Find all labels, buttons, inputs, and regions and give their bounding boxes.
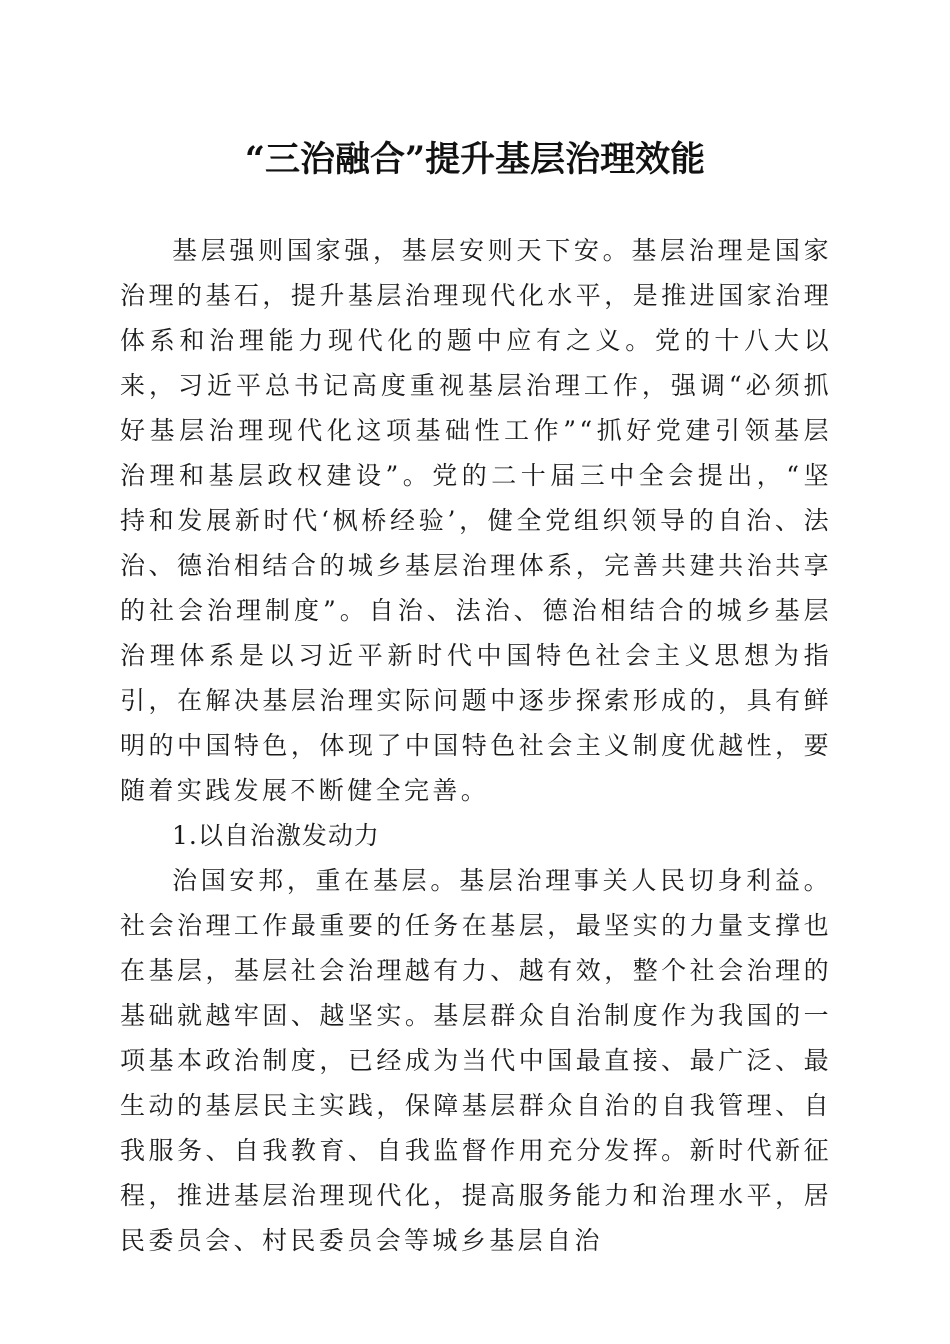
intro-paragraph: 基层强则国家强，基层安则天下安。基层治理是国家治理的基石，提升基层治理现代化水平，是推进国家治理体系和治理能力现代化的题中应有之义。党的十八大以来，习近平总书记高度重视基层治理工作，强调“必须抓好基层治理现代化这项基础性工作”“抓好党建引领基层治理和基层政权建设”。党的二十届三中全会提出，“坚持和发展新时代‘枫桥经验’，健全党组织领导的自治、法治、德治相结合的城乡基层治理体系，完善共建共治共享的社会治理制度”。自治、法治、德治相结合的城乡基层治理体系是以习近平新时代中国特色社会主义思想为指引，在解决基层治理实际问题中逐步探索形成的，具有鲜明的中国特色，体现了中国特色社会主义制度优越性，要随着实践发展不断健全完善。: [120, 236, 832, 805]
section-paragraph: 治国安邦，重在基层。基层治理事关人民切身利益。社会治理工作最重要的任务在基层，最坚实的力量支撑也在基层，基层社会治理越有力、越有效，整个社会治理的基础就越牢固、越坚实。基层群众自治制度作为我国的一项基本政治制度，已经成为当代中国最直接、最广泛、最生动的基层民主实践，保障基层群众自治的自我管理、自我服务、自我教育、自我监督作用充分发挥。新时代新征程，推进基层治理现代化，提高服务能力和治理水平，居民委员会、村民委员会等城乡基层自治: [120, 866, 832, 1255]
document-title: “三治融合”提升基层治理效能: [244, 139, 706, 180]
section-heading: 1.以自治激发动力: [172, 821, 380, 850]
document-body: [120, 228, 832, 1263]
